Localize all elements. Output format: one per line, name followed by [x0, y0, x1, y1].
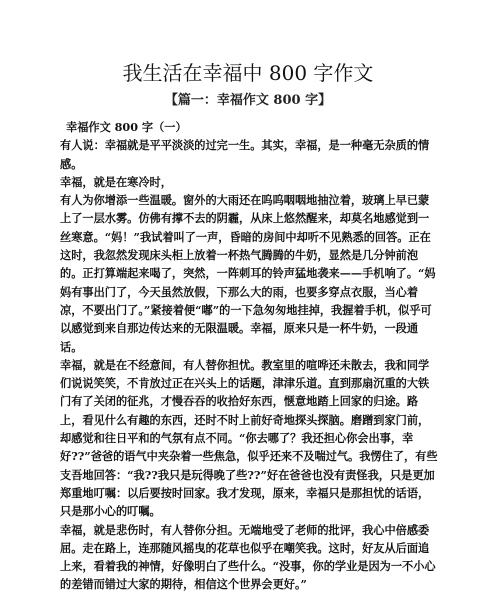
document-body — [60, 118, 438, 594]
paragraph: 有人为你增添一些温暖。窗外的大雨还在呜呜咽咽地抽泣着，玻璃上早已蒙上了一层水雾。仿佛有撑不去的阴霾，从床上悠然醒来，却莫名地感觉到一丝寒意。“妈！”我试着叫了一声，昏暗的房间中却听不见熟悉的回答。正在这时，我忽然发现床头柜上放着一杯热气腾腾的牛奶，显然是几分钟前泡的。正打算端起来喝了，突然，一阵刺耳的铃声猛地袭来——手机响了。“妈妈有事出门了，今天虽然放假，下那么大的雨，也要多穿点衣服，当心着凉，不要出门了。”紧接着便“嘟”的一下急匆匆地挂掉，我握着手机，似乎可以感觉到来自那边传达来的无限温暖。幸福，原来只是一杯牛奶，一段通话。 — [60, 193, 436, 354]
section-heading: 幸福作文 800 字（一） — [66, 120, 187, 134]
document-title: 我生活在幸福中 800 字作文 — [122, 61, 374, 85]
paragraph: 幸福，就是在寒冷时， — [60, 174, 172, 189]
paragraph: 幸福，就是在不经意间，有人替你担忧。教室里的喧哗还未散去，我和同学们说说笑笑，不肯放过正在兴头上的话题，津津乐道。直到那扇沉重的大铁门有了关闭的征兆，才慢吞吞的收拾好东西，惬意地踏上回家的归途。路上，看见什么有趣的东西，还时不时上前好奇地探头探脑。磨蹭到家门前，却感觉和往日平和的气氛有点不同。“你去哪了？我还担心你会出事，幸好??”爸爸的语气中夹杂着一些焦急，似乎还来不及喘过气。我愣住了，有些支吾地回答：“我??我只是玩得晚了些??”好在爸爸也没有责怪我，只是更加郑重地叮嘱：以后要按时回家。我才发现，原来，幸福只是那担忧的话语，只是那小心的叮嘱。 — [60, 357, 438, 519]
paragraph: 幸福，就是悲伤时，有人替你分担。无端地受了老师的批评，我心中倍感委屈。走在路上，连那随风摇曳的花草也似乎在嘲笑我。这时，好友从后面追上来，看着我的神情，好像明白了些什么。“没事，你的学业是因为一不小心的差错而错过大家的期待，相信这个世界会更好。” — [60, 522, 436, 592]
paragraph: 有人说：幸福就是平平淡淡的过完一生。其实，幸福，是一种毫无杂质的情感。 — [60, 138, 430, 171]
document-subtitle: 【篇一：幸福作文 800 字】 — [164, 93, 332, 108]
